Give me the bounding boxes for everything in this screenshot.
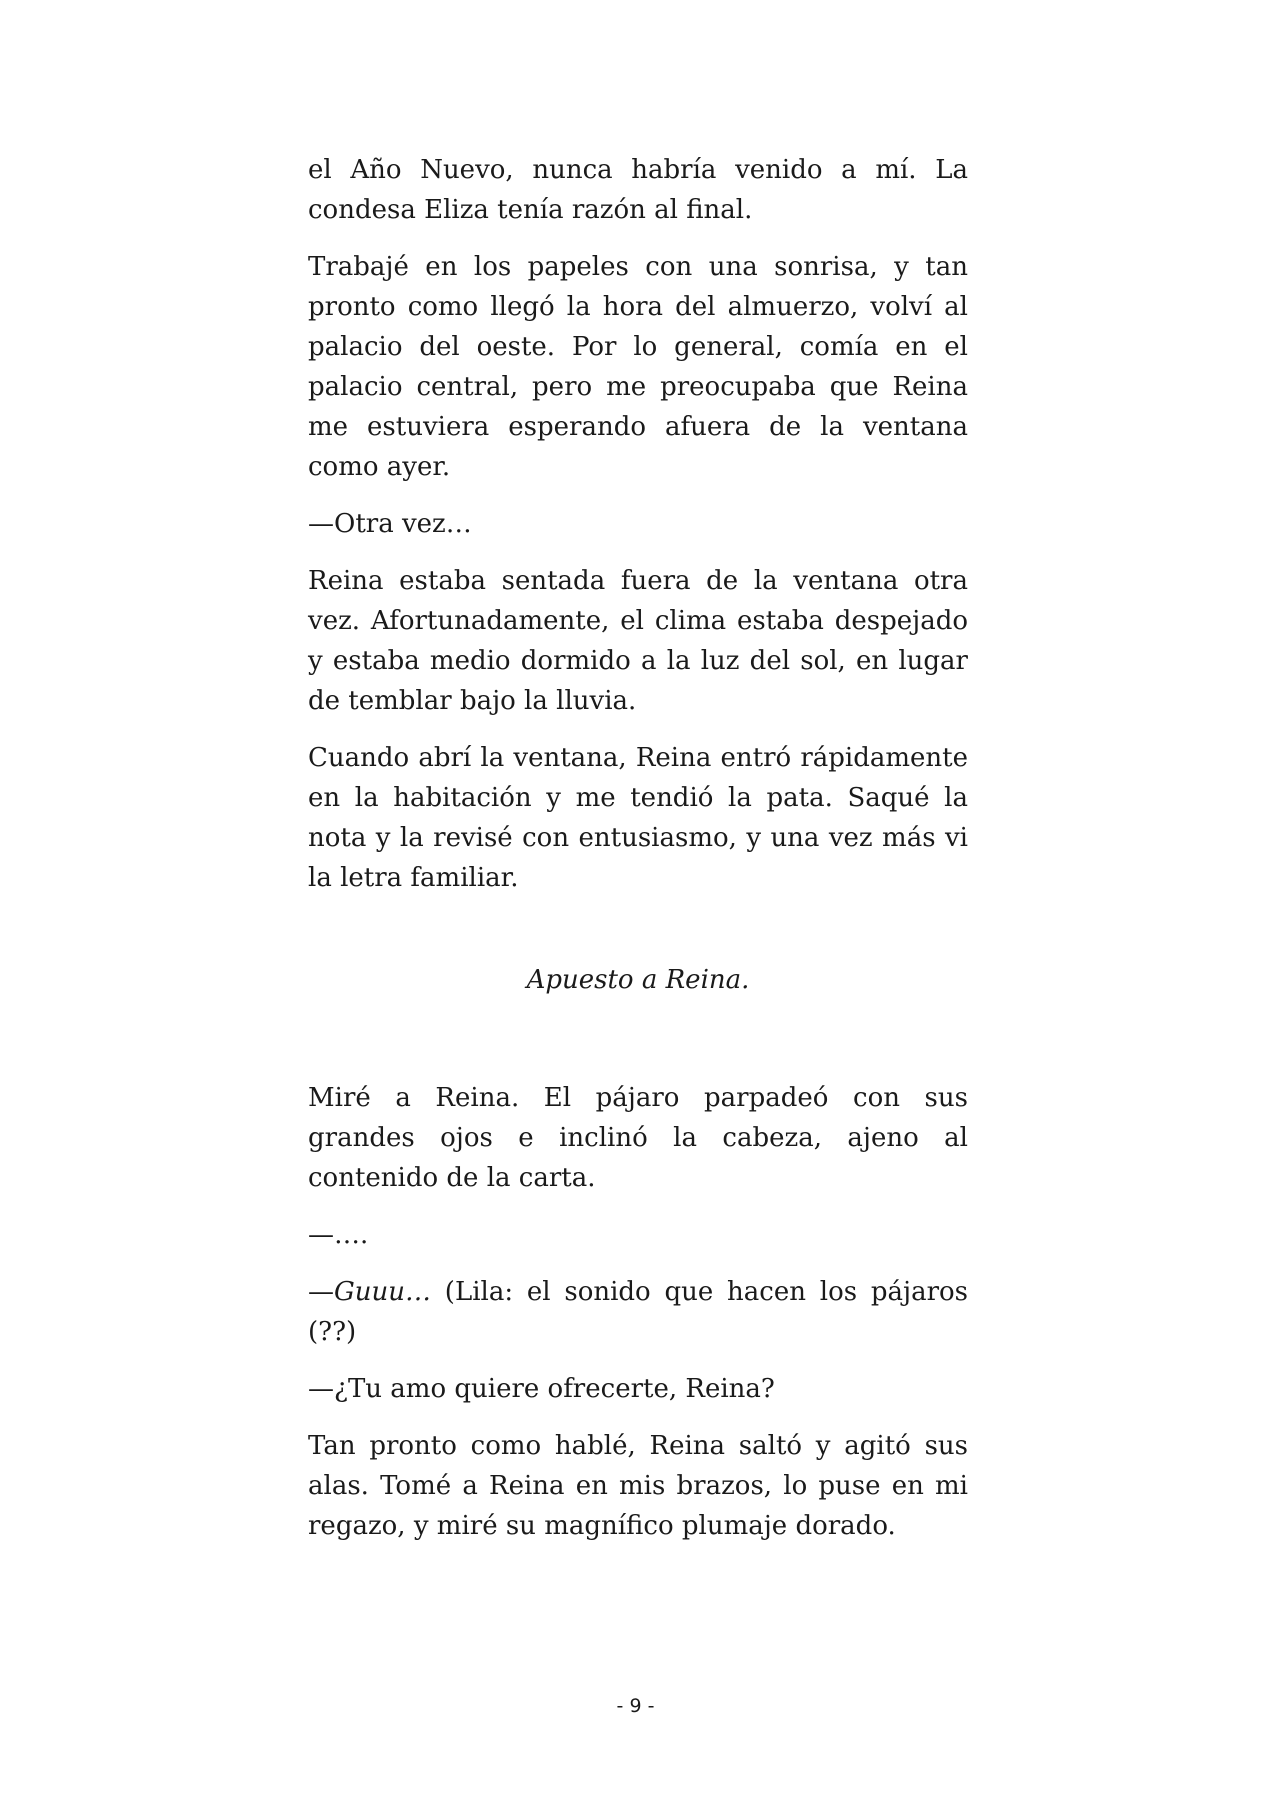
page-number: - 9 -: [616, 1695, 655, 1717]
translator-note: (Lila: el sonido que hacen los pájaros (??): [308, 1277, 968, 1347]
letter-text: Apuesto a Reina.: [526, 965, 750, 995]
paragraph: el Año Nuevo, nunca habría venido a mí. La condesa Eliza tenía razón al final.: [308, 155, 968, 225]
dialog-dash: —: [308, 1277, 334, 1307]
dialog-line: —Otra vez…: [308, 509, 472, 539]
dialog-line-bird-sound: [308, 1272, 968, 1352]
paragraph: Tan pronto como hablé, Reina saltó y agitó sus alas. Tomé a Reina en mis brazos, lo puse en mi regazo, y miré su magnífico plumaje dorado.: [308, 1431, 968, 1541]
paragraph: Trabajé en los papeles con una sonrisa, y tan pronto como llegó la hora del almuerzo, volví al palacio del oeste. Por lo general, comía en el palacio central, pero me preocupaba que Reina me estuviera esperando afuera de la ventana como ayer.: [308, 252, 968, 482]
paragraph: Miré a Reina. El pájaro parpadeó con sus grandes ojos e inclinó la cabeza, ajeno al contenido de la carta.: [308, 1083, 968, 1193]
dialog-line: —….: [308, 1220, 369, 1250]
paragraph: Reina estaba sentada fuera de la ventana otra vez. Afortunadamente, el clima estaba despejado y estaba medio dormido a la luz del sol, en lugar de temblar bajo la lluvia.: [308, 566, 968, 716]
text-body: [308, 150, 968, 1563]
bird-sound-word: Guuu…: [334, 1277, 432, 1307]
paragraph: Cuando abrí la ventana, Reina entró rápidamente en la habitación y me tendió la pata. Saqué la nota y la revisé con entusiasmo, y una vez más vi la letra familiar.: [308, 743, 968, 893]
dialog-line: —¿Tu amo quiere ofrecerte, Reina?: [308, 1374, 775, 1404]
